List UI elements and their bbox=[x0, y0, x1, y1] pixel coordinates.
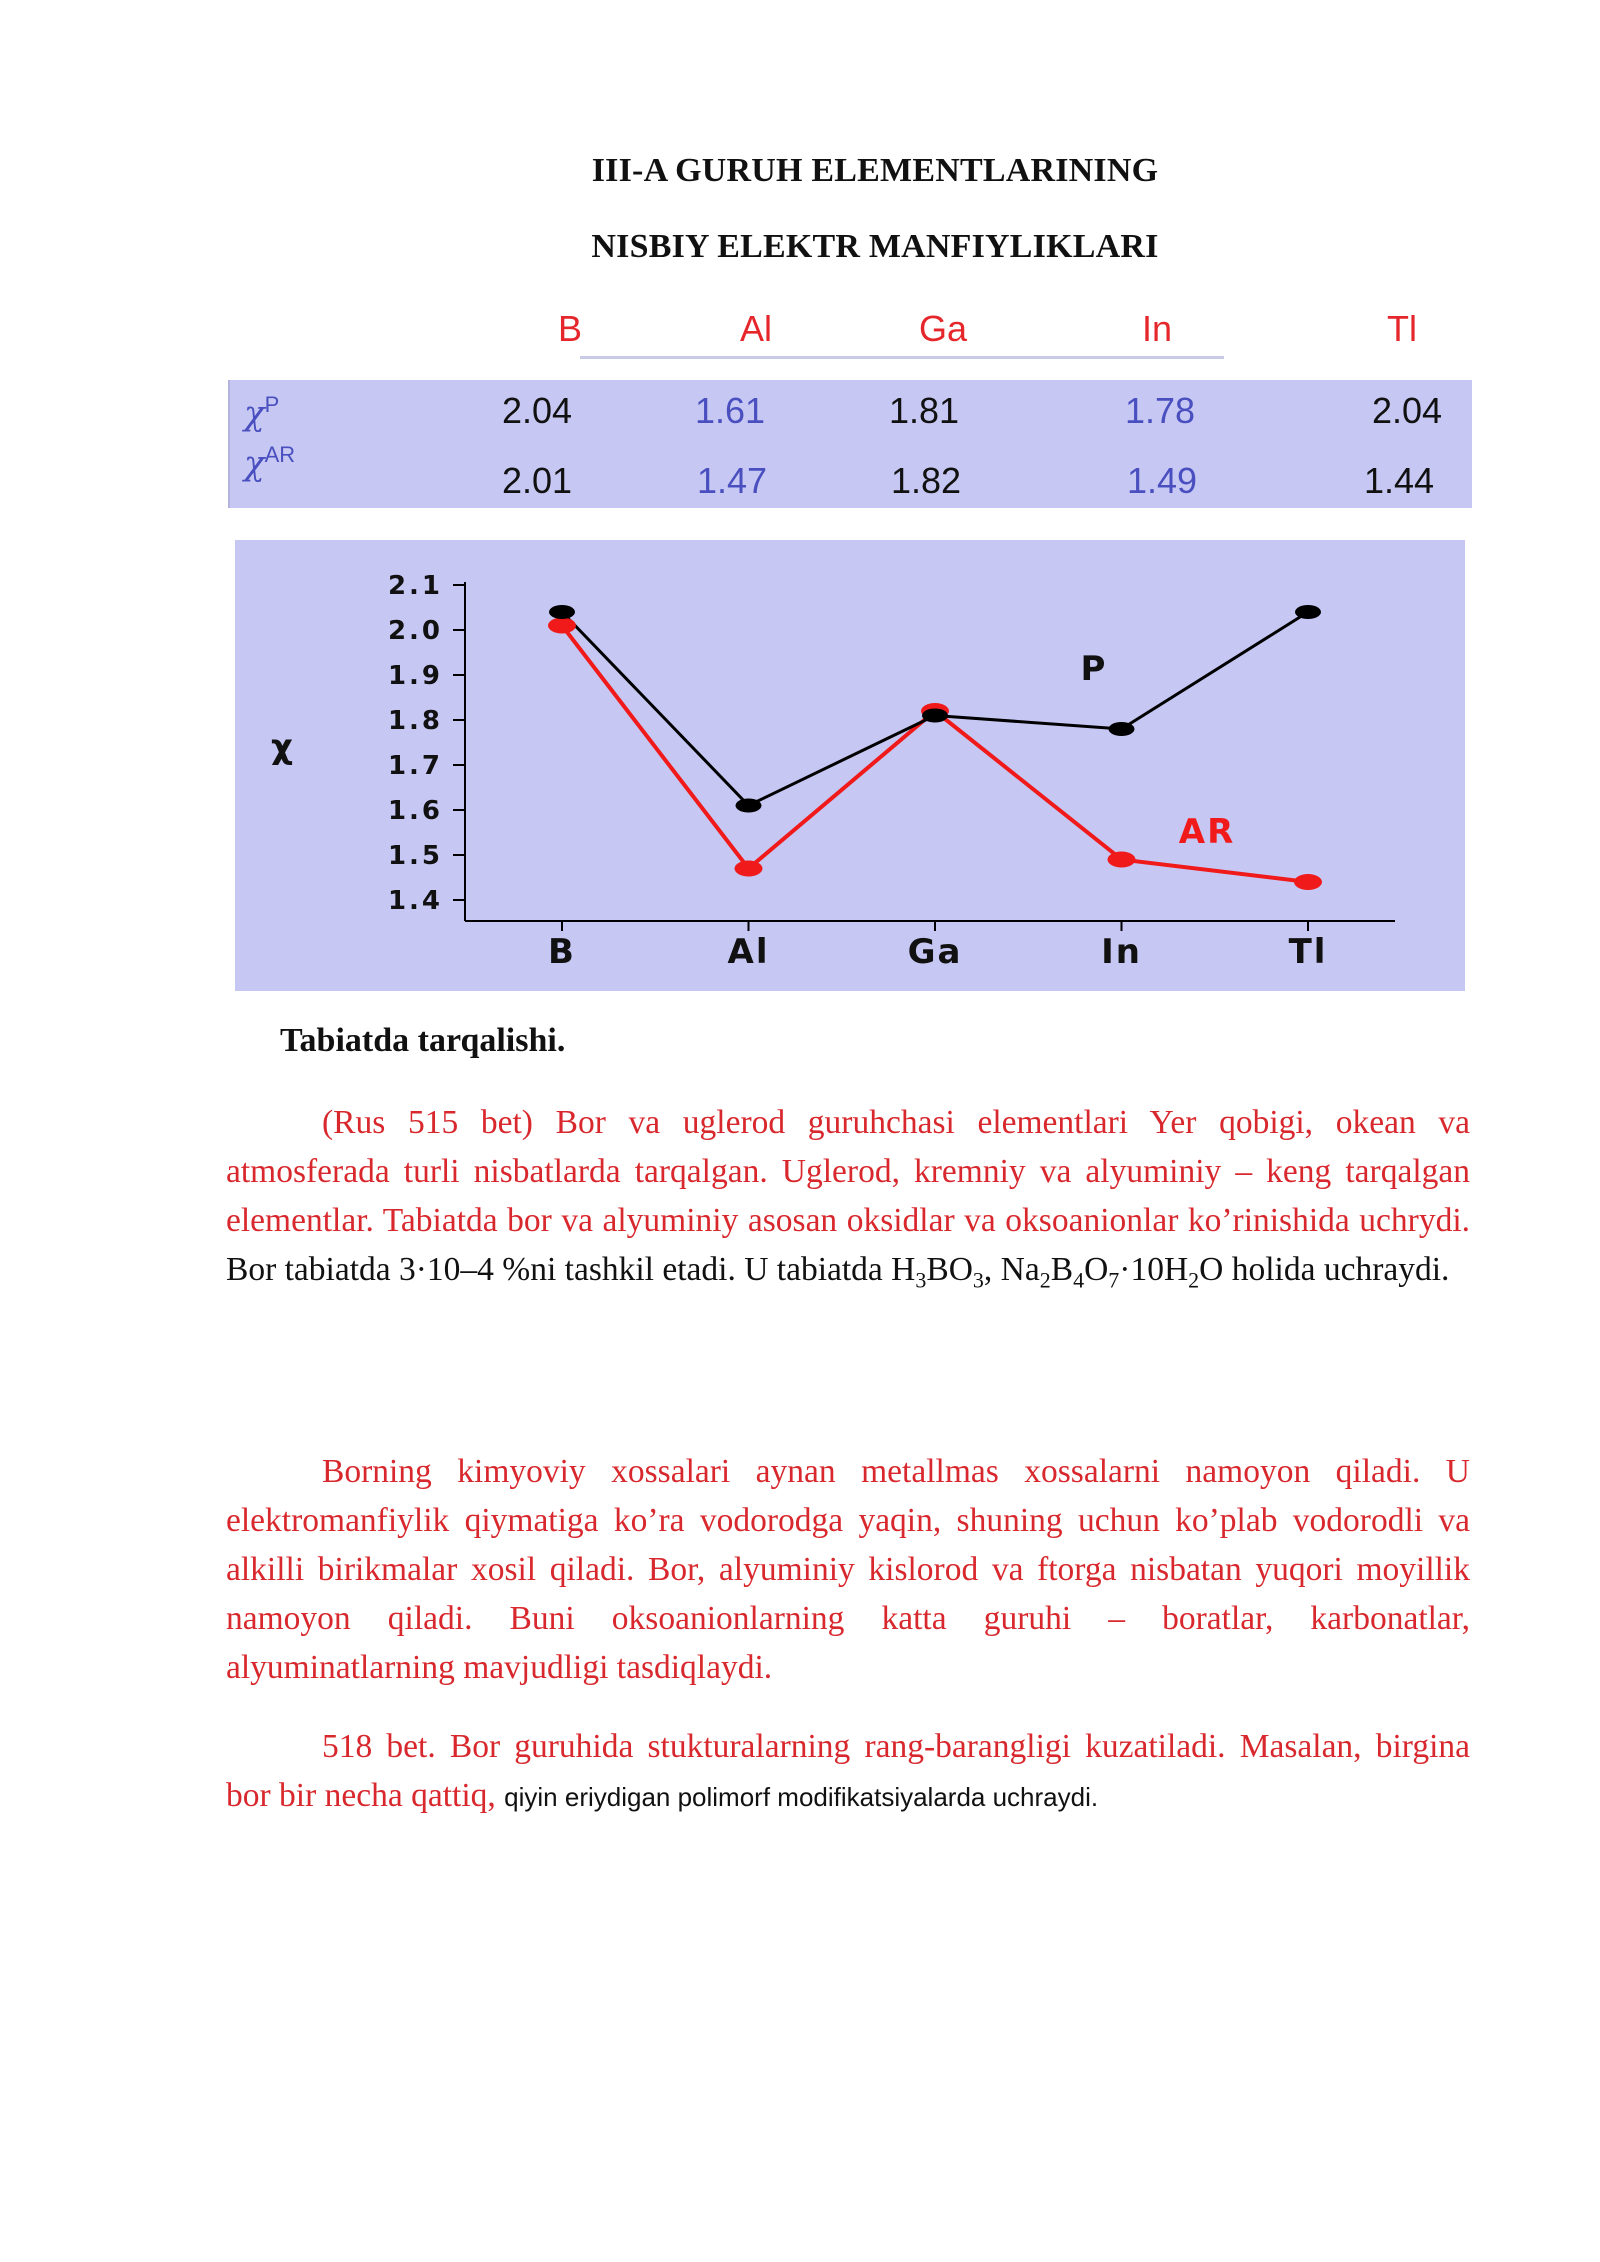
x-tick-label: B bbox=[548, 932, 576, 972]
y-tick-label: 1.7 bbox=[387, 751, 443, 781]
page-title-line2: NISBIY ELEKTR MANFIYLIKLARI bbox=[591, 228, 1159, 265]
y-tick-label: 1.9 bbox=[387, 661, 443, 691]
series-point-p bbox=[1109, 722, 1135, 736]
paragraph-2: Borning kimyoviy xossalari aynan metallmas xossalarni namoyon qiladi. U elektromanfiylik qiymatiga ko’ra vodorodga yaqin, shuning uchun ko’plab vodorodli va alkilli birikmalar xosil qiladi. Bor, alyuminiy kislorod va ftorga nisbatan yuqori moyillik namoyon qiladi. Buni oksoanionlarning katta guruhi – boratlar, karbonatlar, alyuminatlarning mavjudligi tasdiqlaydi. bbox=[226, 1453, 1470, 1686]
table-cell: 1.49 bbox=[1126, 460, 1198, 501]
electronegativity-table bbox=[228, 380, 1472, 508]
y-tick-label: 1.5 bbox=[387, 841, 443, 871]
header-underline bbox=[580, 356, 1224, 359]
paragraph-3-red-text: 518 bet. Bor guruhida stukturalarning rang-barangligi kuzatiladi. Masalan, birgina bor bir necha qattiq, bbox=[226, 1728, 1470, 1814]
series-point-ar bbox=[735, 861, 763, 877]
x-tick-label: In bbox=[1101, 932, 1142, 972]
table-header-element: Tl bbox=[1387, 308, 1417, 349]
table-header-element: B bbox=[557, 308, 583, 349]
table-cell: 1.61 bbox=[694, 390, 766, 431]
y-tick-label: 1.4 bbox=[387, 886, 443, 916]
series-label-p: P bbox=[1080, 649, 1106, 689]
table-header-element: Al bbox=[739, 308, 773, 349]
series-point-ar bbox=[1108, 852, 1136, 868]
section-heading: Tabiatda tarqalishi. bbox=[280, 1022, 566, 1059]
y-tick-label: 2.0 bbox=[387, 616, 443, 646]
x-tick-label: Al bbox=[727, 932, 770, 972]
series-label-ar: AR bbox=[1178, 812, 1236, 852]
table-cell: 2.01 bbox=[501, 460, 573, 501]
series-point-p bbox=[549, 605, 575, 619]
series-point-p bbox=[922, 709, 948, 723]
row-label-allred-rochow: $\chi^{AR}$ bbox=[244, 442, 296, 484]
table-cell: 1.44 bbox=[1363, 460, 1435, 501]
series-point-ar bbox=[1294, 874, 1322, 890]
x-tick-label: Ga bbox=[907, 932, 963, 972]
electronegativity-chart bbox=[235, 540, 1465, 991]
paragraph-1 bbox=[226, 1098, 1470, 1294]
table-cell: 1.78 bbox=[1124, 390, 1196, 431]
paragraph-3-black-text: qiyin eriydigan polimorf modifikatsiyalarda uchraydi. bbox=[504, 1782, 1099, 1812]
series-point-p bbox=[1295, 605, 1321, 619]
table-cell: 2.04 bbox=[501, 390, 573, 431]
table-cell: 1.82 bbox=[890, 460, 962, 501]
paragraph-1-red-text: (Rus 515 bet) Bor va uglerod guruhchasi elementlari Yer qobigi, okean va atmosferada turli nisbatlarda tarqalgan. Uglerod, kremniy va alyuminiy – keng tarqalgan elementlar. Tabiatda bor va alyuminiy asosan oksidlar va oksoanionlar ko’rinishida uchrydi. bbox=[226, 1104, 1470, 1239]
row-label-pauling: $\chi^P$ bbox=[244, 392, 280, 434]
y-axis-label: χ bbox=[271, 727, 293, 767]
table-header-element: In bbox=[1141, 308, 1173, 349]
chart-svg bbox=[235, 540, 1465, 991]
table-header-element: Ga bbox=[918, 308, 968, 349]
y-tick-label: 2.1 bbox=[387, 571, 443, 601]
page-title-line1: III-A GURUH ELEMENTLARINING bbox=[591, 152, 1159, 189]
paragraph-1-black-text: Bor tabiatda 3·10–4 %ni tashkil etadi. U tabiatda $H_3BO_3$, $Na_2B_4O_7\cdot 10H_2O$ holida uchraydi. bbox=[226, 1251, 1450, 1293]
table-cell: 2.04 bbox=[1371, 390, 1443, 431]
series-point-p bbox=[736, 799, 762, 813]
x-tick-label: Tl bbox=[1288, 932, 1328, 972]
paragraph-3 bbox=[226, 1722, 1470, 1822]
table-cell: 1.47 bbox=[696, 460, 768, 501]
y-tick-label: 1.6 bbox=[387, 796, 443, 826]
table-cell: 1.81 bbox=[888, 390, 960, 431]
y-tick-label: 1.8 bbox=[387, 706, 443, 736]
series-point-ar bbox=[548, 618, 576, 634]
